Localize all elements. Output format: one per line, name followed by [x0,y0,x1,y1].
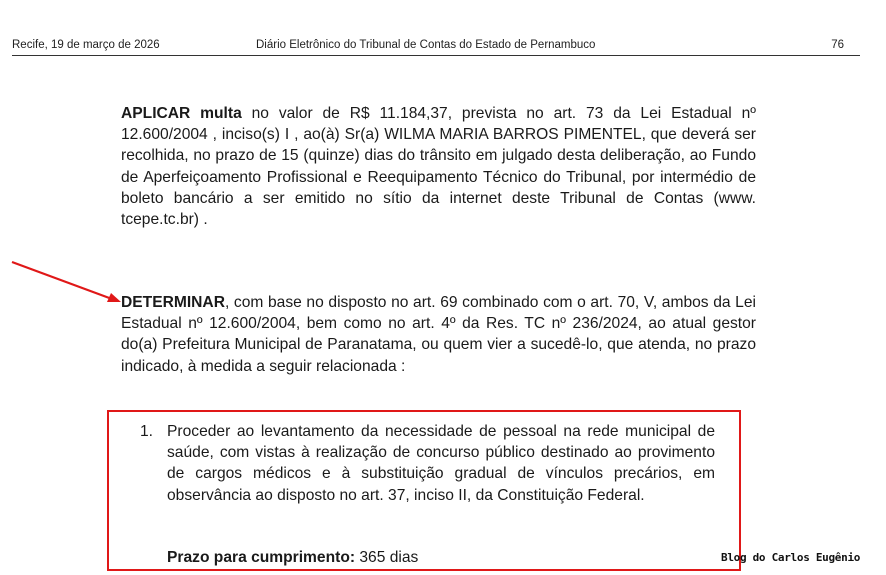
page-header [12,39,860,55]
deadline-label: Prazo para cumprimento: [167,549,356,566]
paragraph-determine [121,292,756,377]
paragraph-apply-fine [121,103,756,230]
paragraph-apply-fine-text: no valor de R$ 11.184,37, prevista no art. 73 da Lei Estadual nº 12.600/2004 , inciso(s) I , ao(à) Sr(a) WILMA MARIA BARROS PIMENTEL, que deverá ser recolhida, no prazo de 15 (quinze) dias do trânsito em julgado desta deliberação, ao Fundo de Aperfeiçoamento Profissional e Reequipamento Técnico do Tribunal, por intermédio de boleto bancário a ser emitido no sítio da internet deste Tribunal de Contas (www. tcepe.tc.br) . [121,105,756,229]
deadline-value: 365 dias [355,549,419,566]
arrow-head [107,293,121,302]
list-item-text: Proceder ao levantamento da necessidade de pessoal na rede municipal de saúde, com vistas à realização de concurso público destinado ao provimento de cargos médicos e à substituição gradual de vínculos precários, em observância ao disposto no art. 37, inciso II, da Constituição Federal. [167,423,715,504]
deadline-line [167,547,418,568]
header-divider [12,55,860,56]
arrow-shaft [12,262,112,299]
watermark: Blog do Carlos Eugênio [721,551,861,564]
list-item-number: 1. [140,423,154,440]
paragraph-apply-fine-lead: APLICAR multa [121,105,242,122]
header-page-number: 76 [831,39,844,51]
header-date: Recife, 19 de março de 2026 [12,39,160,51]
paragraph-determine-text: , com base no disposto no art. 69 combinado com o art. 70, V, ambos da Lei Estadual nº 12.600/2004, bem como no art. 4º da Res. TC nº 236/2024, ao atual gestor do(a) Prefeitura Municipal de Paranatama, ou quem vier a sucedê-lo, que atenda, no prazo indicado, à medida a seguir relacionada : [121,294,756,375]
paragraph-determine-lead: DETERMINAR [121,294,225,311]
header-journal-title: Diário Eletrônico do Tribunal de Contas do Estado de Pernambuco [256,39,596,51]
